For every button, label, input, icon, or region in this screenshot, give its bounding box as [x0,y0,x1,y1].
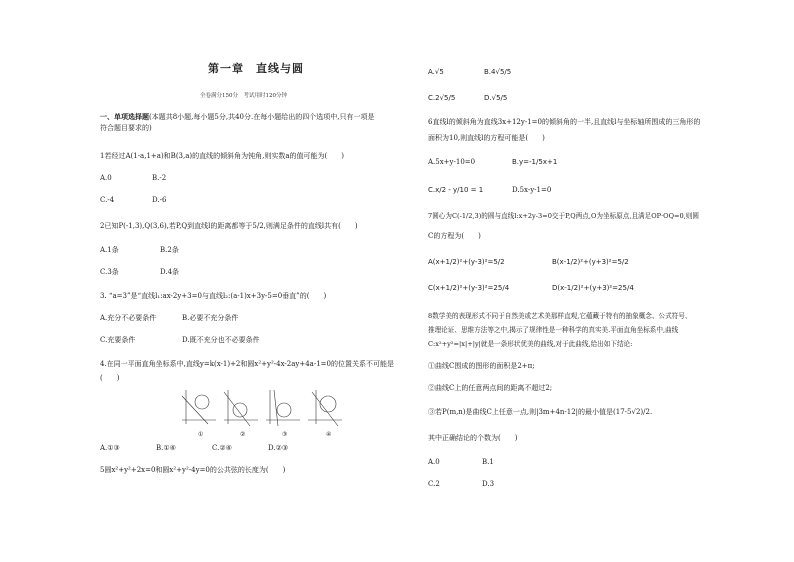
q4-option-d[interactable]: D.②③ [268,444,289,452]
q4-figure-2 [224,390,258,426]
q7-option-a[interactable]: A(x+1/2)²+(y-3)²=5/2 [428,258,505,266]
q4-figure-1 [182,390,216,424]
page-title: 第一章 直线与圆 [208,62,304,75]
q2-option-a[interactable]: A.1条 [100,246,119,254]
q1-option-d[interactable]: D.-6 [152,196,167,204]
q8-option-b[interactable]: B.1 [482,458,494,466]
q8-option-d[interactable]: D.3 [482,480,495,488]
q4-figures [178,386,344,430]
q5-option-a[interactable]: A.√5 [428,68,444,76]
q4-stem-1: 4.在同一平面直角坐标系中,直线y=k(x-1)+2和圆x²+y²-4x-2ay+4a-1=0的位置关系不可能是 [100,360,394,368]
q8-option-c[interactable]: C.2 [428,480,440,488]
q5-option-b[interactable]: B.4√5/5 [484,68,512,76]
q4-fig-label-1: ① [198,431,204,438]
q7-stem-1: 7圆心为C(-1/2,3)的圆与直线l:x+2y-3=0交于P,Q两点,O为坐标原点,且满足OP·OQ=0,则圆 [428,212,699,220]
q7-option-b[interactable]: B(x-1/2)²+(y+3)²=5/2 [552,258,629,266]
q4-fig-label-3: ③ [282,431,288,438]
q8-conclusion-3: ③若P(m,n)是曲线C上任意一点,则|3m+4n-12|的最小值是(17-5√2)/2. [428,408,653,416]
q6-stem-2: 面积为10,则直线l的方程可能是( ) [428,134,545,142]
q8-conclusion-1: ①曲线C围成的图形的面积是2+π; [428,362,535,370]
q1-stem: 1若经过A(1-a,1+a)和B(3,a)的直线的倾斜角为钝角,则实数a的值可能为( ) [100,152,344,160]
q6-option-b[interactable]: B.y=-1/5x+1 [512,158,558,166]
q3-stem: 3. “a=3”是“直线l₁:ax-2y+3=0与直线l₂:(a-1)x+3y-5=0垂直”的( ) [100,292,327,300]
q4-figure-4 [308,390,342,426]
q1-option-b[interactable]: B.-2 [152,174,167,182]
q3-option-b[interactable]: B.必要不充分条件 [182,314,239,322]
q4-fig-label-4: ④ [326,431,332,438]
q7-stem-2: C的方程为( ) [428,232,481,240]
q3-option-d[interactable]: D.既不充分也不必要条件 [182,336,260,344]
q2-stem: 2已知P(-1,3),Q(3,6),若P,Q到直线l的距离都等于5/2,则满足条件的直线l共有( ) [100,222,358,230]
q8-stem-3: C:x²+y²=|x|+|y|就是一条形状优美的曲线,对于此曲线,给出如下结论: [428,340,633,348]
q7-option-d[interactable]: D(x-1/2)²+(y+3)²=25/4 [552,284,634,292]
q4-fig-label-2: ② [240,431,246,438]
q1-option-a[interactable]: A.0 [100,174,112,182]
section-heading: 一、单项选择题 [100,112,149,121]
q4-option-b[interactable]: B.①④ [156,444,176,452]
q5-option-c[interactable]: C.2√5/5 [428,94,456,102]
q6-option-a[interactable]: A.5x+y-10=0 [428,158,476,166]
q4-option-c[interactable]: C.②④ [212,444,232,452]
q4-stem-2: ( ) [100,374,120,382]
q4-figure-3 [266,390,300,426]
section-heading-line [100,112,374,122]
q5-option-d[interactable]: D.√5/5 [484,94,508,102]
q4-option-a[interactable]: A.①③ [100,444,120,452]
section-instruction-1: (本题共8小题,每小题5分,共40分.在每小题给出的四个选项中,只有一项是 [149,113,375,121]
q7-option-c[interactable]: C(x+1/2)²+(y-3)²=25/4 [428,284,510,292]
q6-option-c[interactable]: C.x/2 - y/10 = 1 [428,186,484,194]
q8-option-a[interactable]: A.0 [428,458,440,466]
q8-stem-2: 推理论证、思维方法等之中,揭示了规律性是一种科学的真实美.平面直角坐标系中,曲线 [428,326,679,334]
page-subtitle: 全卷满分150分 考试用时120分钟 [200,93,287,99]
q2-option-b[interactable]: B.2条 [160,246,179,254]
q2-option-c[interactable]: C.3条 [100,268,119,276]
q3-option-a[interactable]: A.充分不必要条件 [100,314,157,322]
q5-stem: 5圆x²+y²+2x=0和圆x²+y²-4y=0的公共弦的长度为( ) [100,466,286,474]
q8-stem-1: 8数学美的表现形式不同于自然美或艺术美那样直观,它蕴藏于特有的抽象概念、公式符号、 [428,312,692,320]
q6-option-d[interactable]: D.5x-y-1=0 [512,186,552,194]
q6-stem-1: 6直线l的倾斜角为直线3x+12y-1=0的倾斜角的一半,且直线l与坐标轴所围成的三角形的 [428,118,701,126]
section-instruction-2: 符合题目要求的) [100,124,152,132]
q8-ask: 其中正确结论的个数为( ) [428,434,518,442]
q2-option-d[interactable]: D.4条 [160,268,180,276]
q3-option-c[interactable]: C.充要条件 [100,336,136,344]
q8-conclusion-2: ②曲线C上的任意两点间的距离不超过2; [428,384,553,392]
q1-option-c[interactable]: C.-4 [100,196,115,204]
